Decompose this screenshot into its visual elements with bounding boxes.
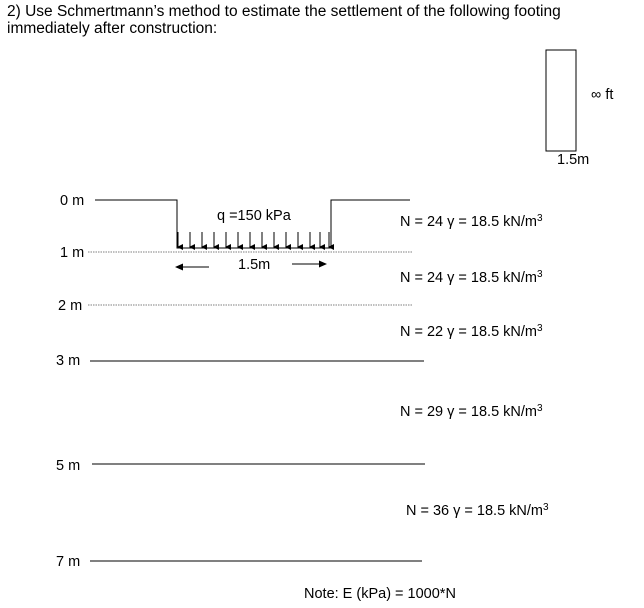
layer-1-sup: 3 bbox=[537, 213, 543, 224]
layer-4-properties bbox=[400, 403, 543, 420]
layer-2-sup: 3 bbox=[537, 269, 543, 280]
depth-label-1: 1 m bbox=[60, 245, 85, 261]
question-line-2: immediately after construction: bbox=[7, 20, 218, 37]
layer-5-sup: 3 bbox=[543, 502, 549, 513]
question-line-1: 2) Use Schmertmann’s method to estimate the settlement of the following footing bbox=[7, 3, 561, 20]
depth-label-2: 2 m bbox=[58, 298, 83, 314]
layer-5-n: N = 36 bbox=[406, 503, 450, 519]
layer-4-n: N = 29 bbox=[400, 404, 444, 420]
layer-3-gamma: γ = 18.5 kN/m bbox=[447, 324, 538, 340]
layer-1-properties bbox=[400, 213, 543, 230]
layer-2-n: N = 24 bbox=[400, 270, 444, 286]
depth-label-3: 3 m bbox=[56, 353, 81, 369]
distributed-load-arrows bbox=[178, 232, 329, 247]
depth-label-7: 7 m bbox=[56, 554, 81, 570]
layer-2-gamma: γ = 18.5 kN/m bbox=[447, 270, 538, 286]
layer-5-properties bbox=[406, 502, 549, 519]
layer-1-gamma: γ = 18.5 kN/m bbox=[447, 214, 538, 230]
layer-2-properties bbox=[400, 269, 543, 286]
layer-5-gamma: γ = 18.5 kN/m bbox=[453, 503, 544, 519]
depth-label-0: 0 m bbox=[60, 193, 85, 209]
dimension-arrowhead-right bbox=[319, 261, 327, 268]
layer-4-gamma: γ = 18.5 kN/m bbox=[447, 404, 538, 420]
footing-width-label: 1.5m bbox=[238, 257, 271, 273]
layer-3-n: N = 22 bbox=[400, 324, 444, 340]
footing-plan-width-label: 1.5m bbox=[557, 152, 590, 168]
layer-4-sup: 3 bbox=[537, 403, 543, 414]
depth-label-5: 5 m bbox=[56, 458, 81, 474]
layer-3-properties bbox=[400, 323, 543, 340]
footing-plan-rectangle bbox=[546, 50, 576, 151]
layer-1-n: N = 24 bbox=[400, 214, 444, 230]
modulus-note: Note: E (kPa) = 1000*N bbox=[304, 586, 456, 602]
dimension-arrowhead-left bbox=[175, 264, 183, 271]
layer-3-sup: 3 bbox=[537, 323, 543, 334]
footing-plan-length-label: ∞ ft bbox=[591, 87, 614, 103]
load-label: q =150 kPa bbox=[217, 208, 291, 224]
